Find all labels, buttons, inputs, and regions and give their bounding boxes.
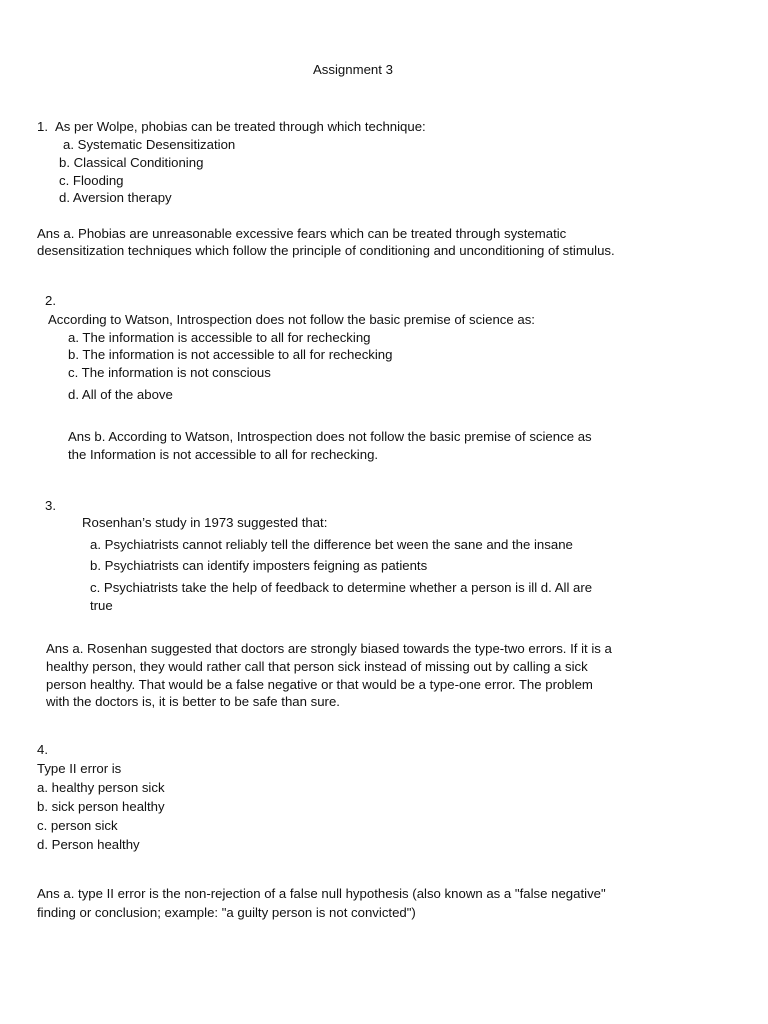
question-3-option-b: b. Psychiatrists can identify imposters feigning as patients	[90, 558, 428, 573]
question-1-option-d: d. Aversion therapy	[59, 190, 172, 205]
question-3-number: 3.	[45, 498, 56, 513]
question-3-option-a: a. Psychiatrists cannot reliably tell the difference bet ween the sane and the insane	[90, 537, 573, 552]
question-1-option-c: c. Flooding	[59, 173, 124, 188]
question-2-option-c: c. The information is not conscious	[68, 365, 271, 380]
question-4-option-a: a. healthy person sick	[37, 780, 165, 795]
question-4-option-d: d. Person healthy	[37, 837, 140, 852]
question-2-option-a: a. The information is accessible to all for rechecking	[68, 330, 371, 345]
question-1-answer-line-2: desensitization techniques which follow the principle of conditioning and unconditioning of stimulus.	[37, 243, 615, 258]
page-title: Assignment 3	[313, 62, 393, 77]
question-4-option-c: c. person sick	[37, 818, 118, 833]
question-2-text: According to Watson, Introspection does not follow the basic premise of science as:	[48, 312, 535, 327]
question-4-number: 4.	[37, 742, 48, 757]
question-2-answer-line-2: the Information is not accessible to all for rechecking.	[68, 447, 379, 462]
question-1-option-a: a. Systematic Desensitization	[63, 137, 236, 152]
question-4-answer-line-1: Ans a. type II error is the non-rejection of a false null hypothesis (also known as a "false negative"	[37, 886, 606, 901]
question-2-number: 2.	[45, 293, 56, 308]
question-1-text: As per Wolpe, phobias can be treated through which technique:	[55, 119, 426, 134]
question-3-answer-line-4: with the doctors is, it is better to be safe than sure.	[46, 694, 340, 709]
question-4-option-b: b. sick person healthy	[37, 799, 165, 814]
question-3-option-c-continued: true	[90, 598, 113, 613]
question-1-answer-line-1: Ans a. Phobias are unreasonable excessive fears which can be treated through systematic	[37, 226, 567, 241]
question-4-text: Type II error is	[37, 761, 122, 776]
question-3-option-c: c. Psychiatrists take the help of feedback to determine whether a person is ill d. All are	[90, 580, 593, 595]
question-3-answer-line-1: Ans a. Rosenhan suggested that doctors are strongly biased towards the type-two errors. If it is a	[46, 641, 612, 656]
question-1-number: 1.	[37, 119, 48, 134]
question-3-text: Rosenhan’s study in 1973 suggested that:	[82, 515, 328, 530]
question-3-answer-line-3: person healthy. That would be a false negative or that would be a type-one error. The problem	[46, 677, 593, 692]
question-2-option-d: d. All of the above	[68, 387, 173, 402]
question-1-option-b: b. Classical Conditioning	[59, 155, 204, 170]
question-2-option-b: b. The information is not accessible to all for rechecking	[68, 347, 393, 362]
question-4-answer-line-2: finding or conclusion; example: "a guilty person is not convicted")	[37, 905, 416, 920]
question-3-answer-line-2: healthy person, they would rather call that person sick instead of missing out by calling a sick	[46, 659, 588, 674]
question-2-answer-line-1: Ans b. According to Watson, Introspection does not follow the basic premise of science as	[68, 429, 592, 444]
